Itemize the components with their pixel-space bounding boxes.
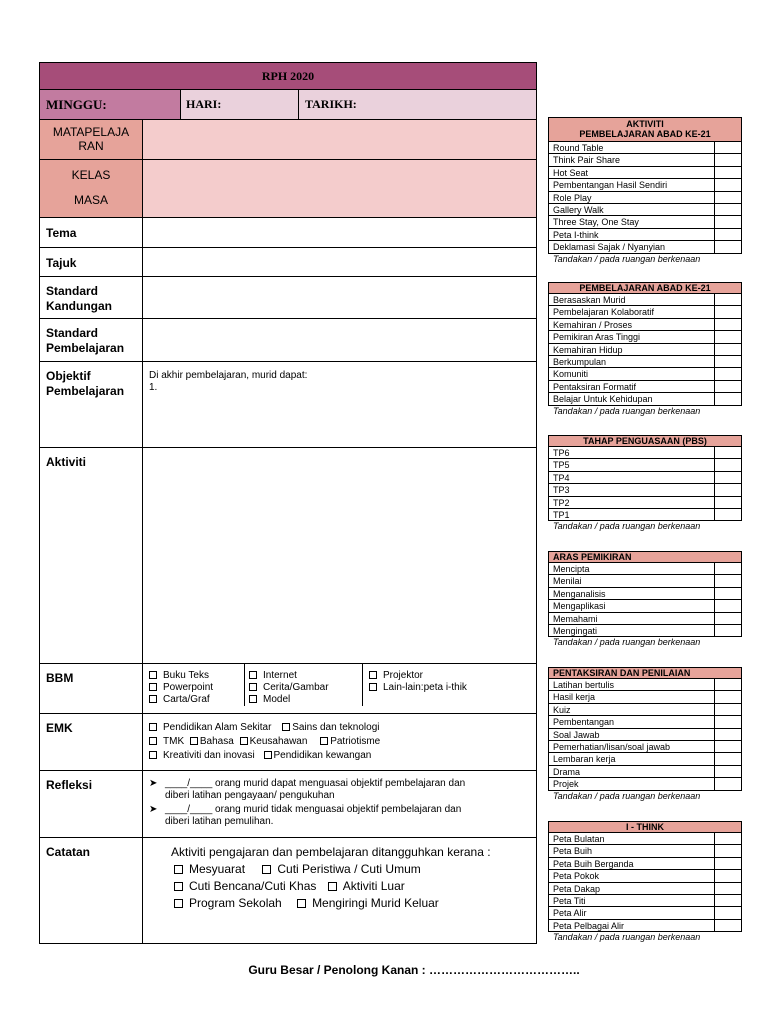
checklist-label: Hasil kerja [549, 691, 715, 702]
checklist-row [548, 381, 742, 393]
checklist-tick-cell[interactable] [715, 716, 741, 727]
bbm-col3 [363, 664, 523, 706]
checklist-label: Peta Dakap [549, 883, 715, 894]
checklist-tick-cell[interactable] [715, 241, 741, 252]
sidebar-aras-title: ARAS PEMIKIRAN [548, 551, 742, 563]
label-kelas: KELAS [71, 168, 111, 182]
checklist-label: Mengingati [549, 625, 715, 636]
checklist-label: Peta I-think [549, 229, 715, 240]
checklist-tick-cell[interactable] [715, 497, 741, 508]
refleksi-item: ➤ ____/____ orang murid dapat menguasai objektif pembelajaran dan diberi latihan pengayaan/ pengukuhan [149, 778, 466, 801]
checkbox[interactable] [262, 865, 271, 874]
rph-table [39, 62, 537, 944]
checkbox[interactable] [190, 737, 198, 745]
checkbox[interactable] [174, 899, 183, 908]
sidebar-footnote: Tandakan / pada ruangan berkenaan [553, 521, 701, 532]
checklist-tick-cell[interactable] [715, 858, 741, 869]
sidebar-abad21-title: PEMBELAJARAN ABAD KE-21 [548, 282, 742, 294]
checklist-row [548, 179, 742, 191]
sidebar-footnote: Tandakan / pada ruangan berkenaan [553, 932, 701, 943]
sidebar-pentaksiran-title: PENTAKSIRAN DAN PENILAIAN [548, 667, 742, 679]
checklist-tick-cell[interactable] [715, 600, 741, 611]
checklist-row [548, 778, 742, 790]
checklist-row [548, 294, 742, 306]
checklist-label: TP4 [549, 472, 715, 483]
checklist-tick-cell[interactable] [715, 741, 741, 752]
checklist-row [548, 907, 742, 919]
checkbox[interactable] [149, 723, 157, 731]
rph-title: RPH 2020 [40, 63, 536, 90]
sidebar-tahap [548, 435, 742, 532]
checkbox[interactable] [282, 723, 290, 731]
checklist-tick-cell[interactable] [715, 167, 741, 178]
sidebar-aras [548, 551, 742, 648]
checklist-row [548, 729, 742, 741]
checklist-tick-cell[interactable] [715, 344, 741, 355]
checkbox[interactable] [149, 751, 157, 759]
checklist-label: Pembelajaran Kolaboratif [549, 306, 715, 317]
checklist-label: Pembentangan [549, 716, 715, 727]
checklist-tick-cell[interactable] [715, 588, 741, 599]
checklist-tick-cell[interactable] [715, 393, 741, 404]
checklist-label: Mencipta [549, 563, 715, 574]
checklist-tick-cell[interactable] [715, 883, 741, 894]
checklist-label: Kemahiran Hidup [549, 344, 715, 355]
checklist-label: Kuiz [549, 704, 715, 715]
label-matapelajaran [40, 120, 143, 159]
catatan-option[interactable]: Cuti Bencana/Cuti Khas [189, 879, 317, 893]
checklist-tick-cell[interactable] [715, 192, 741, 203]
arrow-icon: ➤ [149, 804, 158, 815]
objektif-line1: Di akhir pembelajaran, murid dapat: [149, 370, 308, 381]
emk-option[interactable]: Keusahawan [249, 736, 308, 747]
footer-signature: Guru Besar / Penolong Kanan : ……………………………….. [248, 963, 580, 977]
row-standard-kandungan [40, 277, 536, 319]
checklist-label: Projek [549, 778, 715, 789]
label-tajuk: Tajuk [40, 248, 143, 276]
label-bbm: BBM [40, 664, 143, 713]
checklist-tick-cell[interactable] [715, 381, 741, 392]
checkbox[interactable] [369, 671, 377, 679]
sidebar-ithink-title: I - THINK [548, 821, 742, 833]
checklist-label: TP2 [549, 497, 715, 508]
row-matapelajaran [40, 120, 536, 160]
checklist-row [548, 356, 742, 368]
checklist-row [548, 600, 742, 612]
standard-pembelajaran-field[interactable] [143, 319, 536, 361]
objektif-line2: 1. [149, 382, 158, 393]
checklist-label: Peta Pokok [549, 870, 715, 881]
checklist-tick-cell[interactable] [715, 509, 741, 520]
checklist-label: Pembentangan Hasil Sendiri [549, 179, 715, 190]
checkbox[interactable] [297, 899, 306, 908]
checklist-row [548, 447, 742, 459]
catatan-line [171, 895, 530, 912]
tajuk-field[interactable] [143, 248, 536, 276]
row-emk [40, 714, 536, 771]
label-sp-line2: Pembelajaran [46, 341, 125, 355]
sidebar-tahap-title: TAHAP PENGUASAAN (PBS) [548, 435, 742, 447]
checklist-row [548, 920, 742, 932]
checklist-tick-cell[interactable] [715, 907, 741, 918]
bbm-option[interactable]: Cerita/Gambar [249, 682, 358, 694]
checkbox[interactable] [328, 882, 337, 891]
checklist-tick-cell[interactable] [715, 920, 741, 931]
emk-line [149, 735, 530, 749]
checklist-label: Mengaplikasi [549, 600, 715, 611]
checklist-label: Kemahiran / Proses [549, 319, 715, 330]
checklist-label: Berkumpulan [549, 356, 715, 367]
checklist-label: Peta Bulatan [549, 833, 715, 844]
checklist-row [548, 766, 742, 778]
checkbox[interactable] [320, 737, 328, 745]
checklist-label: Lembaran kerja [549, 753, 715, 764]
checklist-row [548, 344, 742, 356]
checklist-label: Latihan bertulis [549, 679, 715, 690]
row-refleksi [40, 771, 536, 838]
checklist-tick-cell[interactable] [715, 484, 741, 495]
checklist-row [548, 858, 742, 870]
checklist-row [548, 575, 742, 587]
emk-option[interactable]: Kreativiti dan inovasi [163, 750, 255, 761]
checklist-label: Menganalisis [549, 588, 715, 599]
emk-option[interactable]: Pendidikan Alam Sekitar [163, 722, 272, 733]
checklist-row [548, 368, 742, 380]
checklist-label: Memahami [549, 613, 715, 624]
checklist-tick-cell[interactable] [715, 142, 741, 153]
row-catatan [40, 838, 536, 943]
checklist-tick-cell[interactable] [715, 845, 741, 856]
checkbox[interactable] [264, 751, 272, 759]
checklist-tick-cell[interactable] [715, 319, 741, 330]
checklist-tick-cell[interactable] [715, 753, 741, 764]
checklist-label: TP6 [549, 447, 715, 458]
bbm-option[interactable]: Lain-lain:peta i-thik [369, 682, 519, 694]
sidebar-aktiviti [548, 117, 742, 265]
checklist-tick-cell[interactable] [715, 833, 741, 844]
emk-line [149, 721, 530, 735]
checklist-label: TP3 [549, 484, 715, 495]
checklist-tick-cell[interactable] [715, 447, 741, 458]
catatan-line [171, 878, 530, 895]
checklist-label: Pemikiran Aras Tinggi [549, 331, 715, 342]
checklist-row [548, 704, 742, 716]
checklist-label: Peta Alir [549, 907, 715, 918]
matapelajaran-field[interactable] [143, 120, 536, 159]
checklist-label: Komuniti [549, 368, 715, 379]
emk-option[interactable]: Pendidikan kewangan [273, 750, 372, 761]
emk-option[interactable]: Patriotisme [330, 736, 381, 747]
row-tema [40, 218, 536, 248]
checkbox[interactable] [149, 695, 157, 703]
checklist-row [548, 883, 742, 895]
objektif-field[interactable] [143, 362, 536, 447]
checklist-row [548, 870, 742, 882]
row-standard-pembelajaran [40, 319, 536, 362]
checklist-label: Soal Jawab [549, 729, 715, 740]
checklist-row [548, 241, 742, 253]
checklist-row [548, 472, 742, 484]
refleksi-item: ➤ ____/____ orang murid tidak menguasai objektif pembelajaran dan diberi latihan pemulihan. [149, 804, 462, 827]
checklist-row [548, 306, 742, 318]
date-row [40, 90, 536, 120]
checklist-row [548, 563, 742, 575]
arrow-icon: ➤ [149, 778, 158, 789]
checklist-tick-cell[interactable] [715, 459, 741, 470]
checklist-label: Peta Buih [549, 845, 715, 856]
aktiviti-field[interactable] [143, 448, 536, 663]
checklist-label: Peta Buih Berganda [549, 858, 715, 869]
label-objektif [40, 362, 143, 447]
checklist-label: Peta Titi [549, 895, 715, 906]
checklist-tick-cell[interactable] [715, 331, 741, 342]
checklist-tick-cell[interactable] [715, 625, 741, 636]
bbm-option[interactable]: Carta/Graf [149, 694, 240, 706]
label-sk-line1: Standard [46, 284, 99, 298]
checkbox[interactable] [240, 737, 248, 745]
checklist-label: Hot Seat [549, 167, 715, 178]
checklist-label: Drama [549, 766, 715, 777]
bbm-option[interactable]: Internet [249, 670, 358, 682]
checklist-row [548, 895, 742, 907]
checklist-row [548, 204, 742, 216]
sidebar-abad21 [548, 282, 742, 417]
bbm-option[interactable]: Buku Teks [149, 670, 240, 682]
checklist-tick-cell[interactable] [715, 691, 741, 702]
checklist-tick-cell[interactable] [715, 368, 741, 379]
label-kelas-masa [40, 160, 143, 217]
label-sp-line1: Standard [46, 326, 99, 340]
checkbox[interactable] [174, 882, 183, 891]
checklist-label: TP5 [549, 459, 715, 470]
label-emk: EMK [40, 714, 143, 770]
sidebar-footnote: Tandakan / pada ruangan berkenaan [553, 637, 701, 648]
bbm-option[interactable]: Model [249, 694, 358, 706]
checkbox[interactable] [369, 683, 377, 691]
row-bbm [40, 664, 536, 714]
kelas-masa-field[interactable] [143, 160, 536, 217]
emk-line [149, 749, 530, 763]
checklist-tick-cell[interactable] [715, 472, 741, 483]
checkbox[interactable] [149, 671, 157, 679]
checklist-tick-cell[interactable] [715, 179, 741, 190]
checklist-row [548, 216, 742, 228]
checklist-row [548, 741, 742, 753]
bbm-option[interactable]: Powerpoint [149, 682, 240, 694]
checkbox[interactable] [249, 695, 257, 703]
minggu-field[interactable]: MINGGU: [40, 90, 181, 119]
checklist-tick-cell[interactable] [715, 679, 741, 690]
checklist-tick-cell[interactable] [715, 704, 741, 715]
label-aktiviti: Aktiviti [40, 448, 143, 663]
sidebar-footnote: Tandakan / pada ruangan berkenaan [553, 790, 701, 801]
checklist-tick-cell[interactable] [715, 306, 741, 317]
checkbox[interactable] [149, 737, 157, 745]
checklist-row [548, 679, 742, 691]
checklist-tick-cell[interactable] [715, 154, 741, 165]
checklist-row [548, 154, 742, 166]
label-objektif-line2: Pembelajaran [46, 384, 125, 398]
checkbox[interactable] [149, 683, 157, 691]
checkbox[interactable] [249, 671, 257, 679]
label-refleksi: Refleksi [40, 771, 143, 837]
checklist-label: Belajar Untuk Kehidupan [549, 393, 715, 404]
checklist-row [548, 625, 742, 637]
label-objektif-line1: Objektif [46, 369, 91, 383]
checklist-row [548, 753, 742, 765]
checklist-label: Menilai [549, 575, 715, 586]
checklist-row [548, 142, 742, 154]
checklist-tick-cell[interactable] [715, 204, 741, 215]
checklist-tick-cell[interactable] [715, 216, 741, 227]
checklist-row [548, 393, 742, 405]
label-tema: Tema [40, 218, 143, 247]
label-masa: MASA [73, 193, 108, 207]
checklist-row [548, 497, 742, 509]
checklist-row [548, 691, 742, 703]
checklist-label: Round Table [549, 142, 715, 153]
row-tajuk [40, 248, 536, 277]
emk-option[interactable]: TMK [163, 736, 185, 747]
checklist-tick-cell[interactable] [715, 356, 741, 367]
checklist-label: TP1 [549, 509, 715, 520]
checklist-label: Gallery Walk [549, 204, 715, 215]
standard-kandungan-field[interactable] [143, 277, 536, 318]
checklist-row [548, 484, 742, 496]
hari-field[interactable]: HARI: [181, 90, 299, 119]
catatan-option[interactable]: Aktiviti Luar [342, 879, 405, 893]
checklist-label: Think Pair Share [549, 154, 715, 165]
checklist-row [548, 833, 742, 845]
checklist-row [548, 845, 742, 857]
checklist-label: Pemerhatian/lisan/soal jawab [549, 741, 715, 752]
emk-option[interactable]: Sains dan teknologi [292, 722, 380, 733]
catatan-option[interactable]: Program Sekolah [189, 896, 282, 910]
catatan-option[interactable]: Mengiringi Murid Keluar [312, 896, 439, 910]
checklist-row [548, 229, 742, 241]
checklist-tick-cell[interactable] [715, 766, 741, 777]
sidebar-pentaksiran [548, 667, 742, 802]
checklist-row [548, 192, 742, 204]
row-objektif [40, 362, 536, 448]
bbm-col2 [245, 664, 363, 706]
checklist-label: Peta Pelbagai Alir [549, 920, 715, 931]
tarikh-field[interactable]: TARIKH: [299, 90, 536, 119]
refleksi-field[interactable] [143, 771, 536, 837]
checklist-row [548, 167, 742, 179]
label-matapelajaran-line2: RAN [78, 139, 104, 153]
checklist-tick-cell[interactable] [715, 729, 741, 740]
checklist-row [548, 588, 742, 600]
bbm-option[interactable]: Projektor [369, 670, 519, 682]
checklist-tick-cell[interactable] [715, 778, 741, 789]
checklist-tick-cell[interactable] [715, 294, 741, 305]
sidebar-footnote: Tandakan / pada ruangan berkenaan [553, 405, 701, 416]
label-standard-kandungan [40, 277, 143, 318]
checklist-tick-cell[interactable] [715, 895, 741, 906]
bbm-col1 [149, 664, 245, 706]
checkbox[interactable] [249, 683, 257, 691]
checklist-label: Berasaskan Murid [549, 294, 715, 305]
checklist-tick-cell[interactable] [715, 613, 741, 624]
checklist-label: Role Play [549, 192, 715, 203]
checklist-tick-cell[interactable] [715, 575, 741, 586]
label-standard-pembelajaran [40, 319, 143, 361]
checklist-tick-cell[interactable] [715, 563, 741, 574]
label-matapelajaran-line1: MATAPELAJA [52, 125, 130, 139]
label-catatan: Catatan [40, 838, 143, 943]
emk-option[interactable]: Bahasa [199, 736, 234, 747]
catatan-intro: Aktiviti pengajaran dan pembelajaran ditangguhkan kerana : [171, 845, 491, 859]
catatan-field [143, 838, 536, 943]
checklist-row [548, 319, 742, 331]
tema-field[interactable] [143, 218, 536, 247]
catatan-option[interactable]: Mesyuarat [189, 862, 246, 876]
checklist-row [548, 716, 742, 728]
checklist-row [548, 613, 742, 625]
bbm-field [143, 664, 536, 713]
checklist-row [548, 331, 742, 343]
checklist-tick-cell[interactable] [715, 229, 741, 240]
emk-field [143, 714, 536, 770]
checklist-label: Pentaksiran Formatif [549, 381, 715, 392]
row-aktiviti [40, 448, 536, 664]
checkbox[interactable] [174, 865, 183, 874]
catatan-line [171, 861, 530, 878]
checklist-tick-cell[interactable] [715, 870, 741, 881]
checklist-label: Deklamasi Sajak / Nyanyian [549, 241, 715, 252]
sidebar-ithink [548, 821, 742, 943]
checklist-row [548, 509, 742, 521]
sidebar-aktiviti-title: AKTIVITI PEMBELAJARAN ABAD KE-21 [548, 117, 742, 142]
checklist-row [548, 459, 742, 471]
checklist-label: Three Stay, One Stay [549, 216, 715, 227]
label-sk-line2: Kandungan [46, 299, 112, 313]
row-kelas-masa [40, 160, 536, 218]
catatan-option[interactable]: Cuti Peristiwa / Cuti Umum [277, 862, 421, 876]
sidebar-footnote: Tandakan / pada ruangan berkenaan [553, 253, 701, 264]
